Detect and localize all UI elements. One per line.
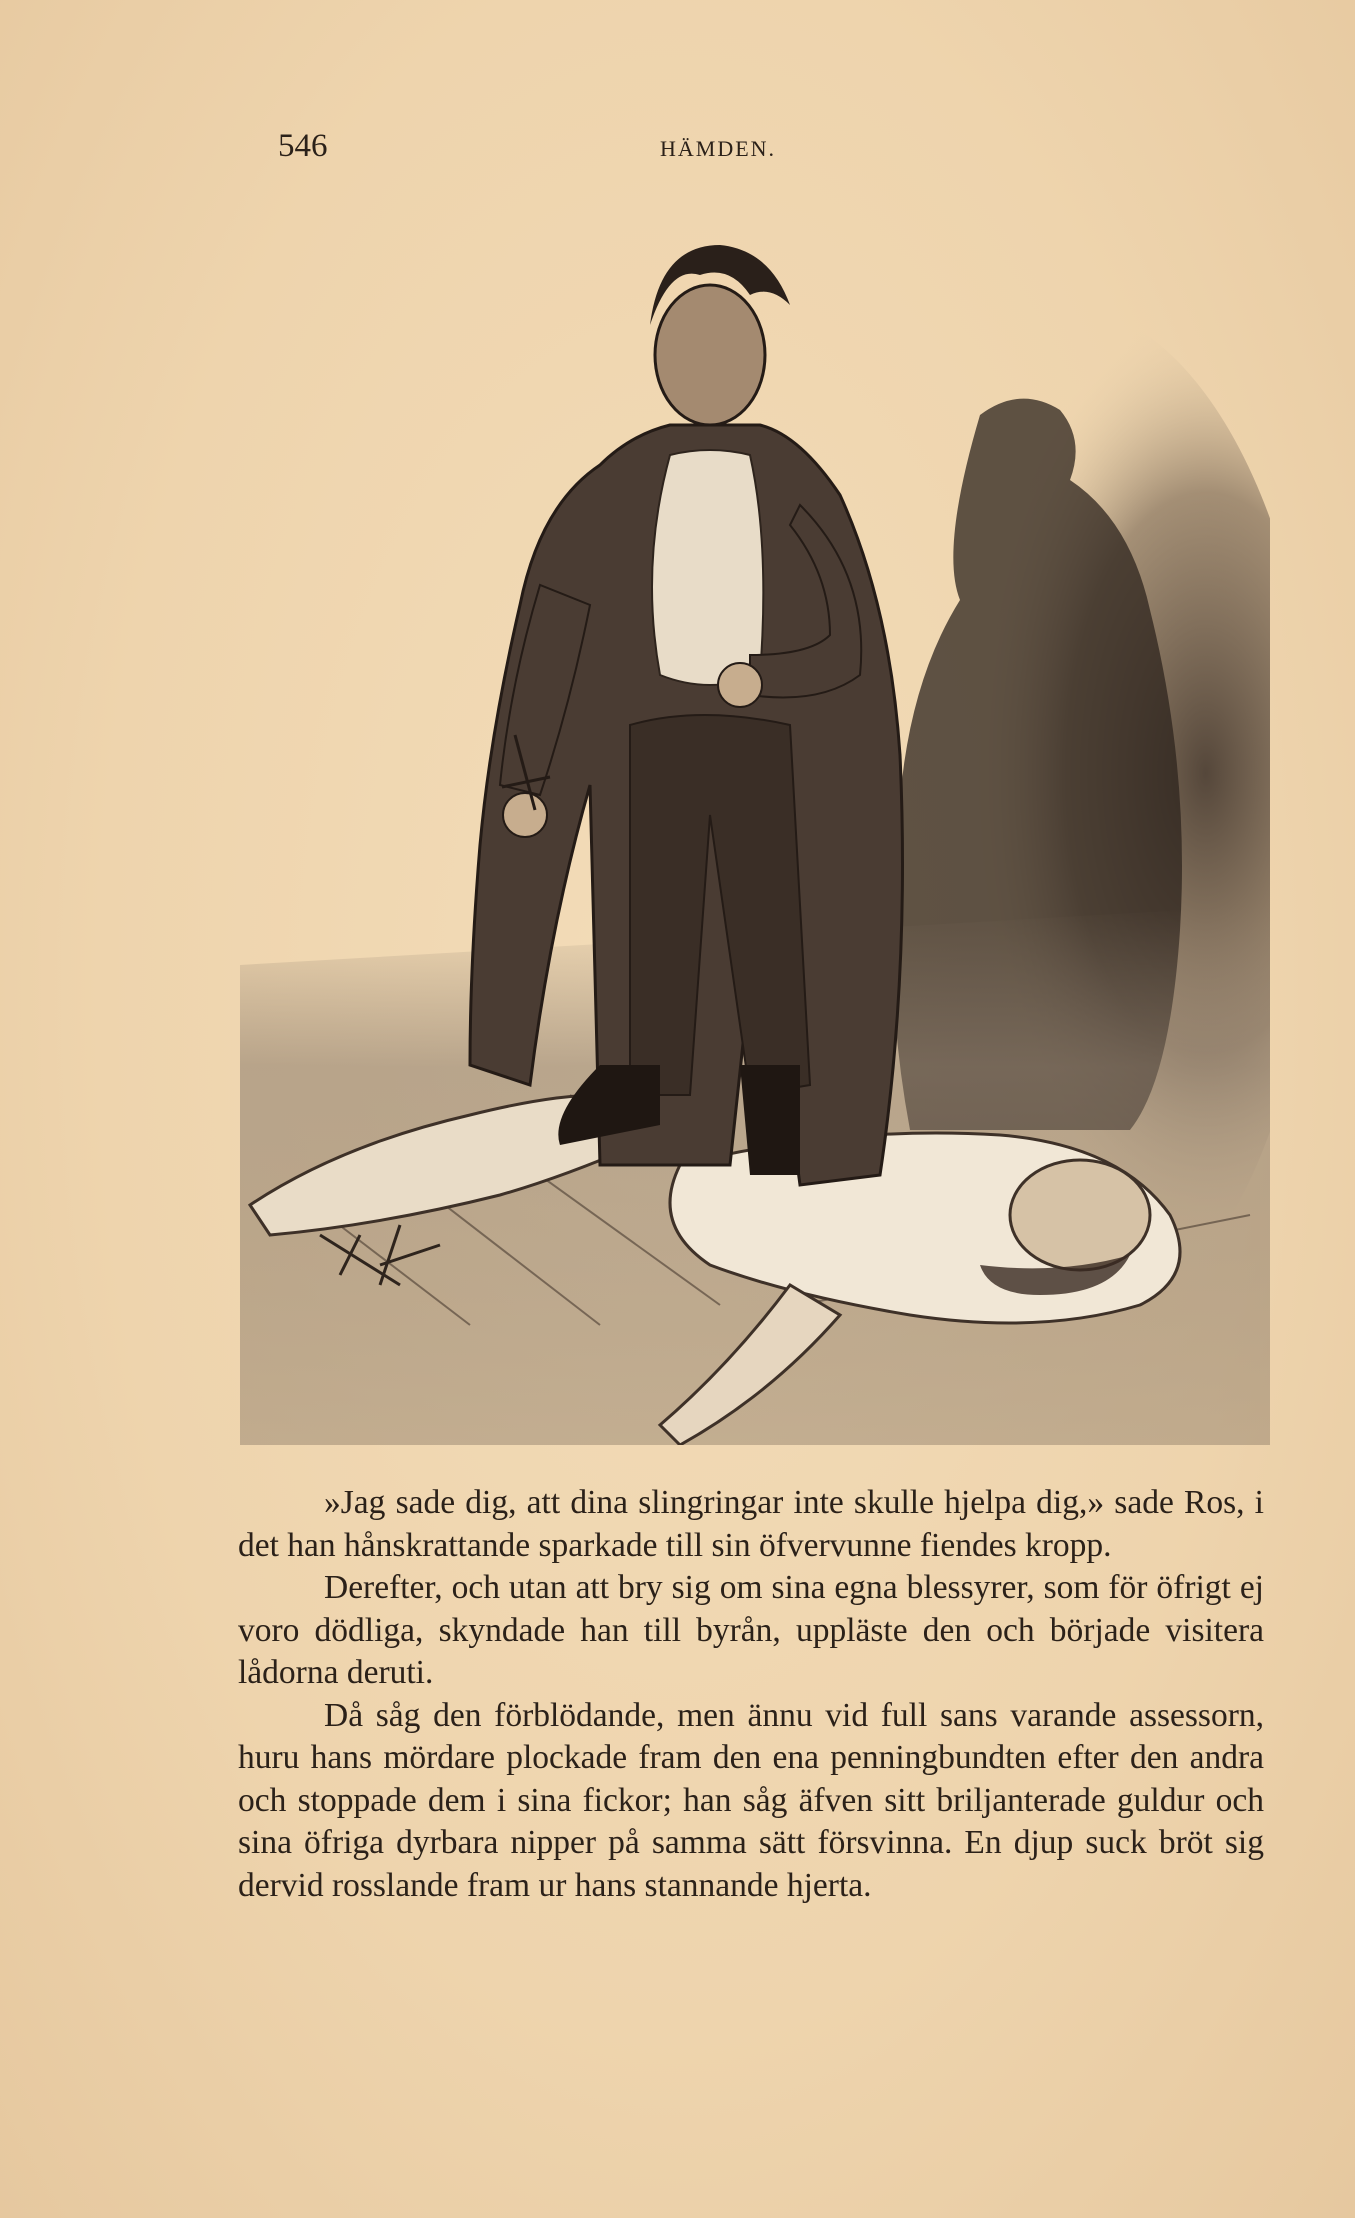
body-text	[238, 1482, 1264, 1907]
page-number: 546	[278, 128, 328, 164]
man-left-hand	[503, 793, 547, 837]
running-title: HÄMDEN.	[660, 136, 777, 161]
man-head	[655, 285, 765, 425]
victim-head	[1010, 1160, 1150, 1270]
engraving-illustration	[240, 205, 1270, 1445]
paragraph: Då såg den förblödande, men ännu vid full sans varande assessorn, huru hans mördare plockade fram den ena penningbundten efter den andra och stoppade dem i sina fickor; han såg äfven sitt briljanterade guldur och sina öfriga dyrbara nipper på samma sätt försvinna. En djup suck bröt sig dervid rosslande fram ur hans stannande hjerta.	[238, 1696, 1264, 1904]
man-shirt	[652, 450, 763, 685]
man-right-hand	[718, 663, 762, 707]
paragraph: Derefter, och utan att bry sig om sina egna blessyrer, som för öfrigt ej voro dödliga, skyndade han till byrån, uppläste den och började visitera lådorna deruti.	[238, 1569, 1264, 1691]
page-header	[0, 128, 1355, 168]
paragraph: »Jag sade dig, att dina slingringar inte skulle hjelpa dig,» sade Ros, i det han hånskrattande sparkade till sin öfvervunne fiendes kropp.	[238, 1484, 1264, 1564]
